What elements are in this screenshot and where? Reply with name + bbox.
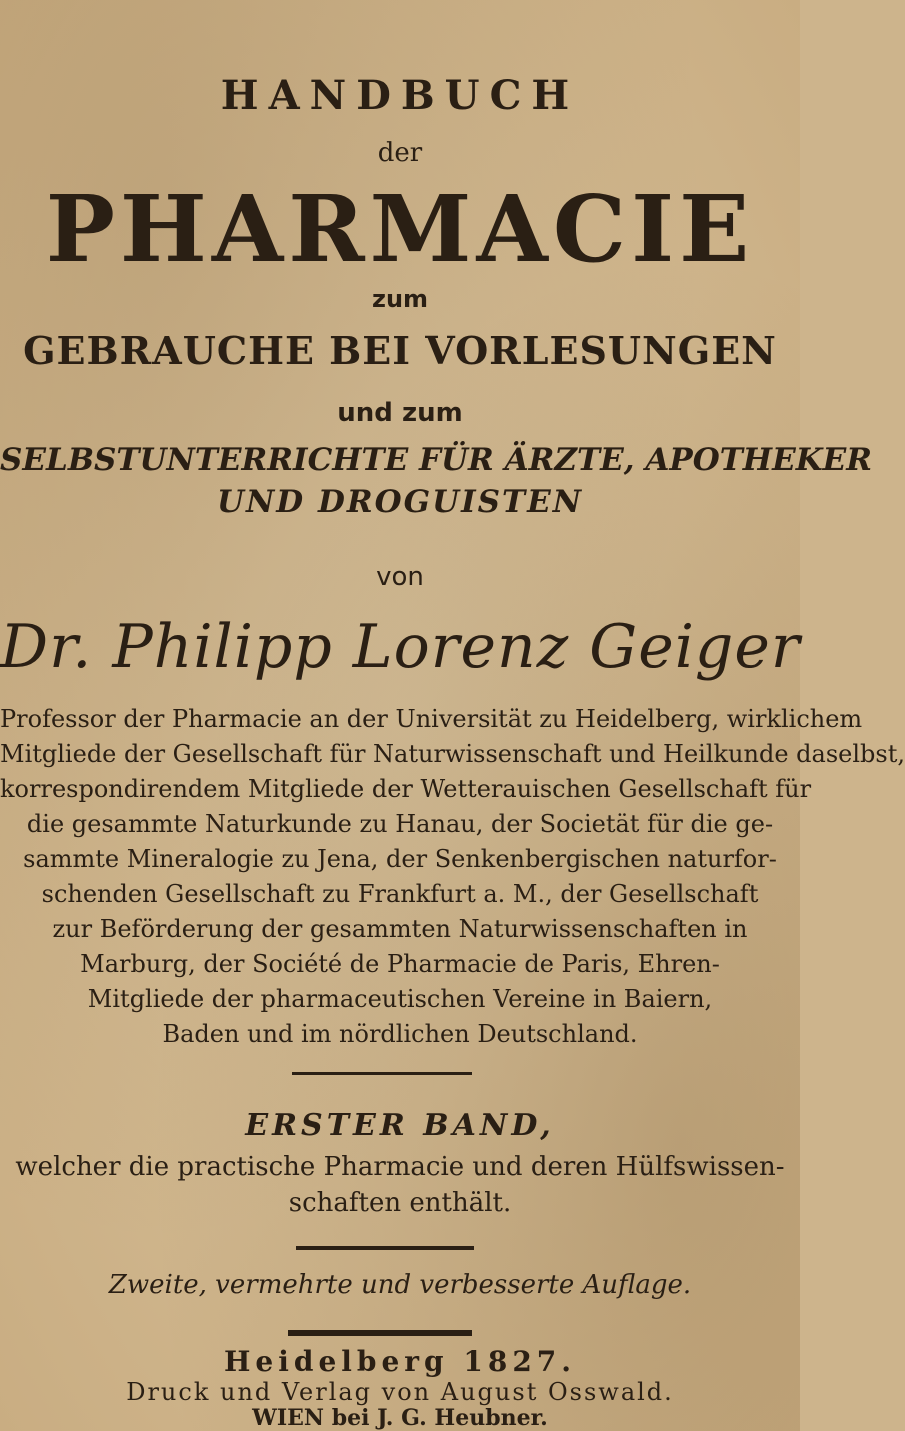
credential-line-5: sammte Mineralogie zu Jena, der Senkenbergischen naturfor-	[23, 845, 777, 873]
credential-line-4: die gesammte Naturkunde zu Hanau, der Societät für die ge-	[26, 810, 774, 838]
credential-line-8: Marburg, der Société de Pharmacie de Paris, Ehren-	[80, 950, 720, 978]
author-signature: Dr. Philipp Lorenz Geiger	[0, 612, 801, 682]
credential-line-9: Mitgliede der pharmaceutischen Vereine in Baiern,	[87, 985, 713, 1013]
credential-line-1: Professor der Pharmacie an der Universität zu Heidelberg, wirklichem	[0, 705, 863, 733]
divider-1	[292, 1072, 472, 1075]
pharmacie-title: PHARMACIE	[45, 175, 755, 283]
selbstunterrichte-line: SELBSTUNTERRICHTE FÜR ÄRZTE, APOTHEKER	[0, 442, 873, 478]
imprint-vienna: WIEN bei J. G. Heubner.	[252, 1405, 548, 1431]
imprint-publisher: Druck und Verlag von August Osswald.	[126, 1378, 674, 1406]
credential-line-7: zur Beförderung der gesammten Naturwissenschaften in	[52, 915, 748, 943]
und-droguisten-line: UND DROGUISTEN	[216, 484, 584, 520]
credential-line-6: schenden Gesellschaft zu Frankfurt a. M., der Gesellschaft	[41, 880, 759, 908]
credential-line-10: Baden und im nördlichen Deutschland.	[162, 1020, 638, 1048]
von-text: von	[376, 562, 424, 592]
gebrauche-line: GEBRAUCHE BEI VORLESUNGEN	[23, 328, 777, 373]
handbuch-heading: HANDBUCH	[220, 72, 580, 119]
und-zum-text: und zum	[337, 398, 463, 428]
divider-3	[288, 1330, 472, 1336]
credential-line-2: Mitgliede der Gesellschaft für Naturwissenschaft und Heilkunde daselbst,	[0, 740, 905, 768]
divider-2	[296, 1246, 474, 1250]
der-text: der	[377, 138, 423, 168]
volume-line-1: welcher die practische Pharmacie und deren Hülfswissen-	[15, 1152, 785, 1182]
imprint-place-year: Heidelberg 1827.	[223, 1345, 577, 1378]
credential-line-3: korrespondirendem Mitgliede der Wetterauischen Gesellschaft für	[0, 775, 812, 803]
zum-text: zum	[371, 285, 429, 313]
band-heading: ERSTER BAND,	[245, 1108, 555, 1143]
edition-line: Zweite, vermehrte und verbesserte Auflage.	[108, 1270, 692, 1300]
volume-line-2: schaften enthält.	[288, 1188, 512, 1218]
